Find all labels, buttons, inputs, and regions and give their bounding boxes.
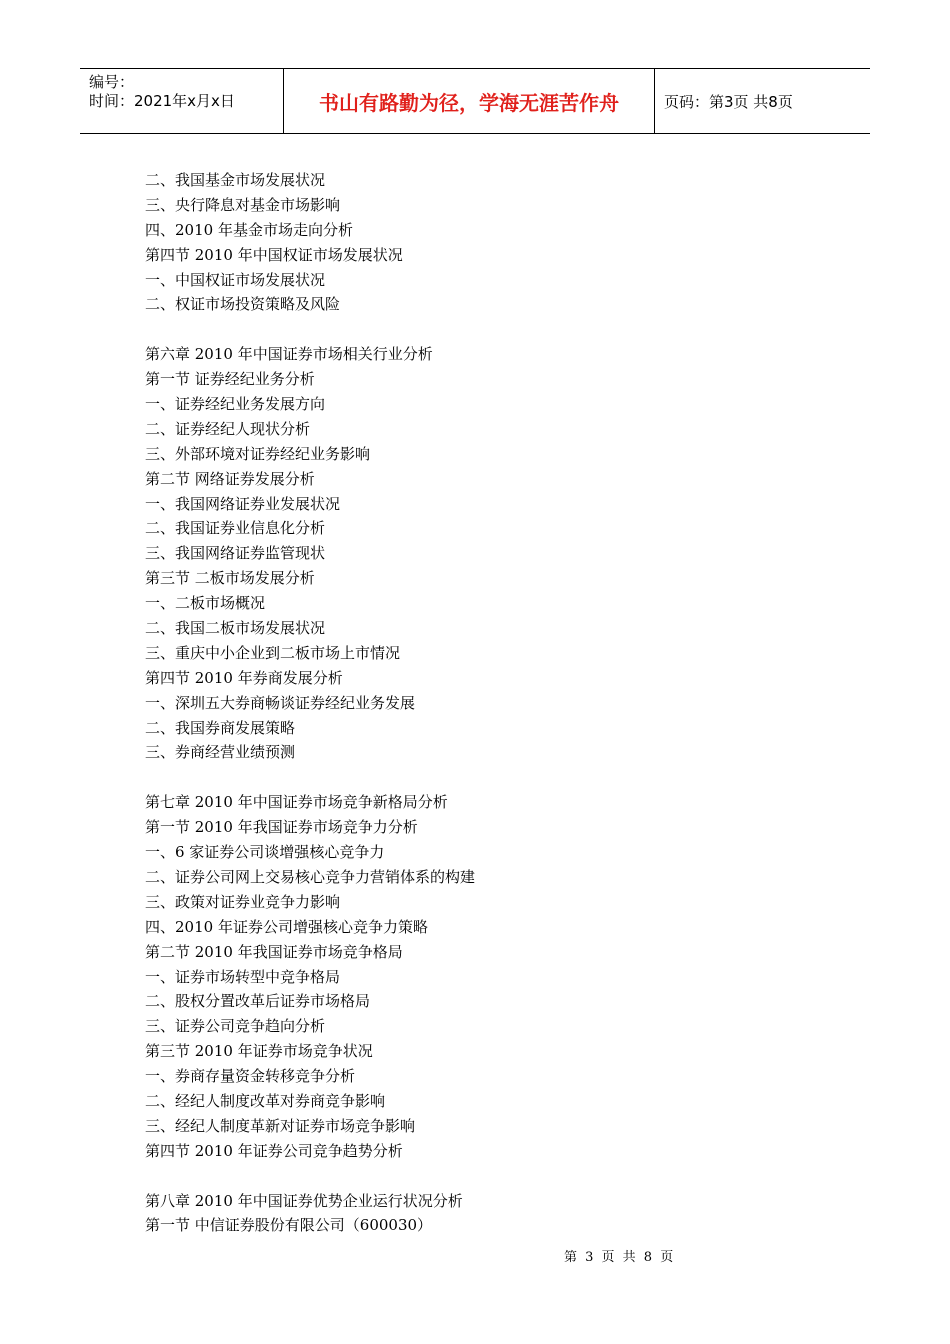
toc-entry: 一、券商存量资金转移竞争分析 bbox=[145, 1067, 356, 1086]
toc-entry: 一、6 家证券公司谈增强核心竞争力 bbox=[145, 843, 385, 862]
toc-entry: 二、我国基金市场发展状况 bbox=[145, 171, 326, 189]
toc-entry: 三、券商经营业绩预测 bbox=[145, 743, 296, 762]
toc-spacer bbox=[145, 317, 825, 342]
header-left bbox=[80, 69, 283, 133]
toc-entry: 第一节 证券经纪业务分析 bbox=[145, 370, 315, 389]
toc-entry: 三、我国网络证券监管现状 bbox=[145, 544, 326, 563]
header-page-label: 页码：第3页 共8页 bbox=[664, 92, 793, 111]
toc-entry: 四、2010 年证券公司增强核心竞争力策略 bbox=[145, 917, 428, 936]
page-header bbox=[80, 68, 870, 134]
table-of-contents bbox=[145, 168, 825, 1238]
toc-entry: 二、经纪人制度改革对券商竞争影响 bbox=[145, 1091, 386, 1110]
toc-spacer bbox=[145, 765, 825, 790]
toc-entry: 二、我国二板市场发展状况 bbox=[145, 619, 326, 638]
toc-entry: 第二节 网络证券发展分析 bbox=[145, 469, 315, 488]
toc-entry: 一、二板市场概况 bbox=[145, 594, 266, 613]
toc-entry: 第三节 二板市场发展分析 bbox=[145, 569, 315, 588]
toc-entry: 二、股权分置改革后证券市场格局 bbox=[145, 992, 371, 1011]
toc-entry: 三、经纪人制度革新对证券市场竞争影响 bbox=[145, 1116, 416, 1135]
toc-entry: 第八章 2010 年中国证券优势企业运行状况分析 bbox=[145, 1191, 463, 1210]
toc-entry: 三、外部环境对证券经纪业务影响 bbox=[145, 444, 371, 463]
toc-entry: 三、央行降息对基金市场影响 bbox=[145, 195, 341, 214]
toc-entry: 一、证券市场转型中竞争格局 bbox=[145, 967, 341, 986]
toc-entry: 第四节 2010 年券商发展分析 bbox=[145, 668, 343, 687]
toc-entry: 二、我国证券业信息化分析 bbox=[145, 519, 326, 538]
toc-entry: 三、政策对证券业竞争力影响 bbox=[145, 892, 341, 911]
toc-entry: 第一节 中信证券股份有限公司（600030） bbox=[145, 1216, 433, 1235]
toc-entry: 四、2010 年基金市场走向分析 bbox=[145, 220, 353, 239]
toc-entry: 第二节 2010 年我国证券市场竞争格局 bbox=[145, 942, 403, 961]
toc-entry: 第四节 2010 年中国权证市场发展状况 bbox=[145, 245, 403, 264]
toc-entry: 三、证券公司竞争趋向分析 bbox=[145, 1017, 326, 1036]
toc-spacer bbox=[145, 1164, 825, 1189]
toc-entry: 一、深圳五大券商畅谈证券经纪业务发展 bbox=[145, 693, 416, 712]
toc-entry: 二、证券经纪人现状分析 bbox=[145, 419, 311, 438]
toc-entry: 第六章 2010 年中国证券市场相关行业分析 bbox=[145, 345, 433, 364]
toc-entry: 第三节 2010 年证券市场竞争状况 bbox=[145, 1042, 373, 1061]
toc-entry: 二、权证市场投资策略及风险 bbox=[145, 295, 341, 314]
toc-entry: 第七章 2010 年中国证券市场竞争新格局分析 bbox=[145, 793, 448, 812]
toc-entry: 二、证券公司网上交易核心竞争力营销体系的构建 bbox=[145, 867, 476, 886]
document-number-label: 编号： bbox=[89, 73, 135, 91]
toc-entry: 一、我国网络证券业发展状况 bbox=[145, 494, 341, 513]
toc-entry: 三、重庆中小企业到二板市场上市情况 bbox=[145, 643, 401, 662]
toc-entry: 一、中国权证市场发展状况 bbox=[145, 270, 326, 289]
toc-entry: 一、证券经纪业务发展方向 bbox=[145, 395, 326, 414]
document-time-label: 时间：2021年x月x日 bbox=[89, 92, 235, 110]
footer-page-number: 第 3 页 共 8 页 bbox=[564, 1250, 674, 1265]
toc-entry: 二、我国券商发展策略 bbox=[145, 718, 296, 737]
header-motto: 书山有路勤为径，学海无涯苦作舟 bbox=[283, 69, 655, 133]
toc-entry: 第四节 2010 年证券公司竞争趋势分析 bbox=[145, 1141, 403, 1160]
toc-entry: 第一节 2010 年我国证券市场竞争力分析 bbox=[145, 818, 418, 837]
